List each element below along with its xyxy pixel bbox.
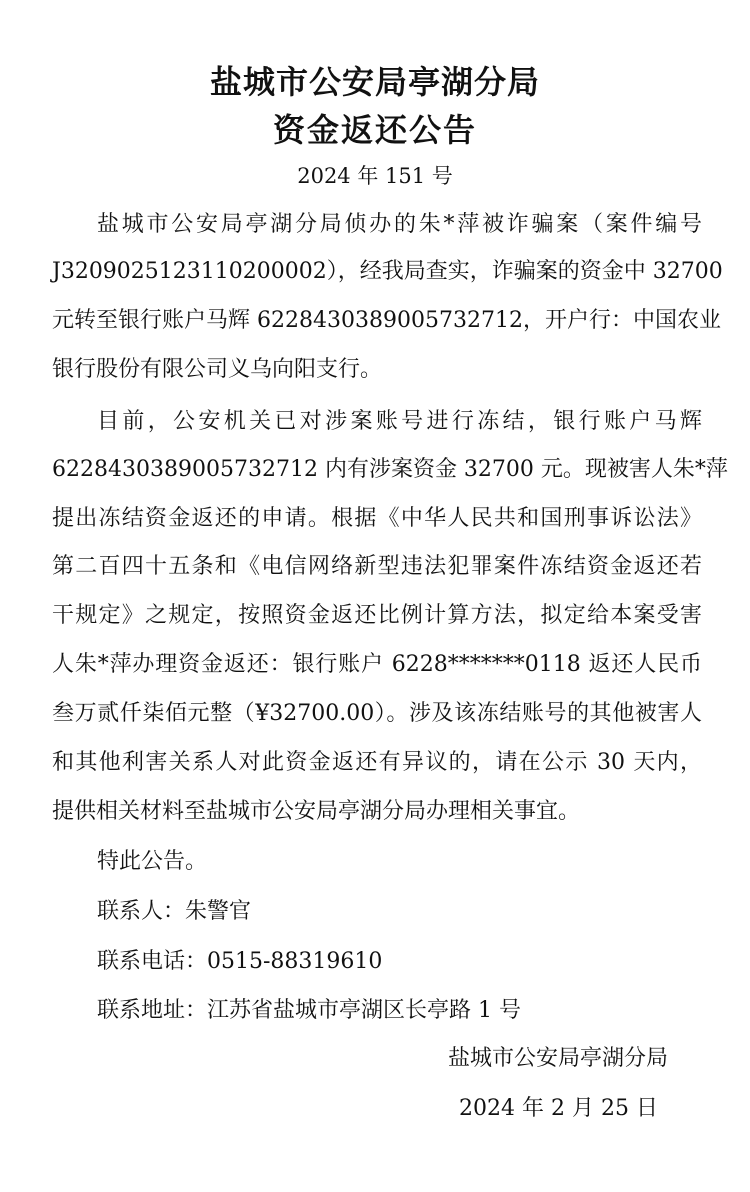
paragraph2-line1: 目前，公安机关已对涉案账号进行冻结，银行账户马辉: [97, 409, 702, 434]
document-number: 2024 年 151 号: [297, 164, 453, 188]
issue-date: 2024 年 2 月 25 日: [459, 1096, 658, 1121]
paragraph2-line2: 6228430389005732712 内有涉案资金 32700 元。现被害人朱*萍: [52, 457, 728, 482]
paragraph2-line7: 叁万贰仟柒佰元整（¥32700.00）。涉及该冻结账号的其他被害人: [52, 701, 702, 726]
paragraph2-line3: 提出冻结资金返还的申请。根据《中华人民共和国刑事诉讼法》: [52, 506, 702, 531]
paragraph1-line2: J3209025123110200002），经我局查实，诈骗案的资金中 32700: [52, 259, 723, 284]
paragraph1-line4: 银行股份有限公司义乌向阳支行。: [52, 357, 383, 382]
paragraph2-line4: 第二百四十五条和《电信网络新型违法犯罪案件冻结资金返还若: [52, 554, 702, 579]
paragraph1-line3: 元转至银行账户马辉 6228430389005732712，开户行：中国农业: [52, 308, 721, 333]
issuer-signature: 盐城市公安局亭湖分局: [447, 1046, 668, 1071]
closing-text: 特此公告。: [97, 849, 208, 874]
contact-phone: 联系电话：0515-88319610: [97, 949, 383, 974]
paragraph2-line8: 和其他利害关系人对此资金返还有异议的，请在公示 30 天内，: [52, 750, 702, 775]
paragraph2-line5: 干规定》之规定，按照资金返还比例计算方法，拟定给本案受害: [52, 603, 702, 628]
paragraph2-line9: 提供相关材料至盐城市公安局亭湖分局办理相关事宜。: [52, 799, 581, 824]
paragraph1-line1: 盐城市公安局亭湖分局侦办的朱*萍被诈骗案（案件编号: [97, 212, 702, 237]
notice-title: 资金返还公告: [272, 111, 477, 149]
contact-address: 联系地址：江苏省盐城市亭湖区长亭路 1 号: [97, 998, 521, 1023]
notice-title-issuer: 盐城市公安局亭湖分局: [209, 63, 540, 101]
contact-person: 联系人：朱警官: [97, 899, 252, 924]
paragraph2-line6: 人朱*萍办理资金返还：银行账户 6228*******0118 返还人民币: [52, 652, 702, 677]
